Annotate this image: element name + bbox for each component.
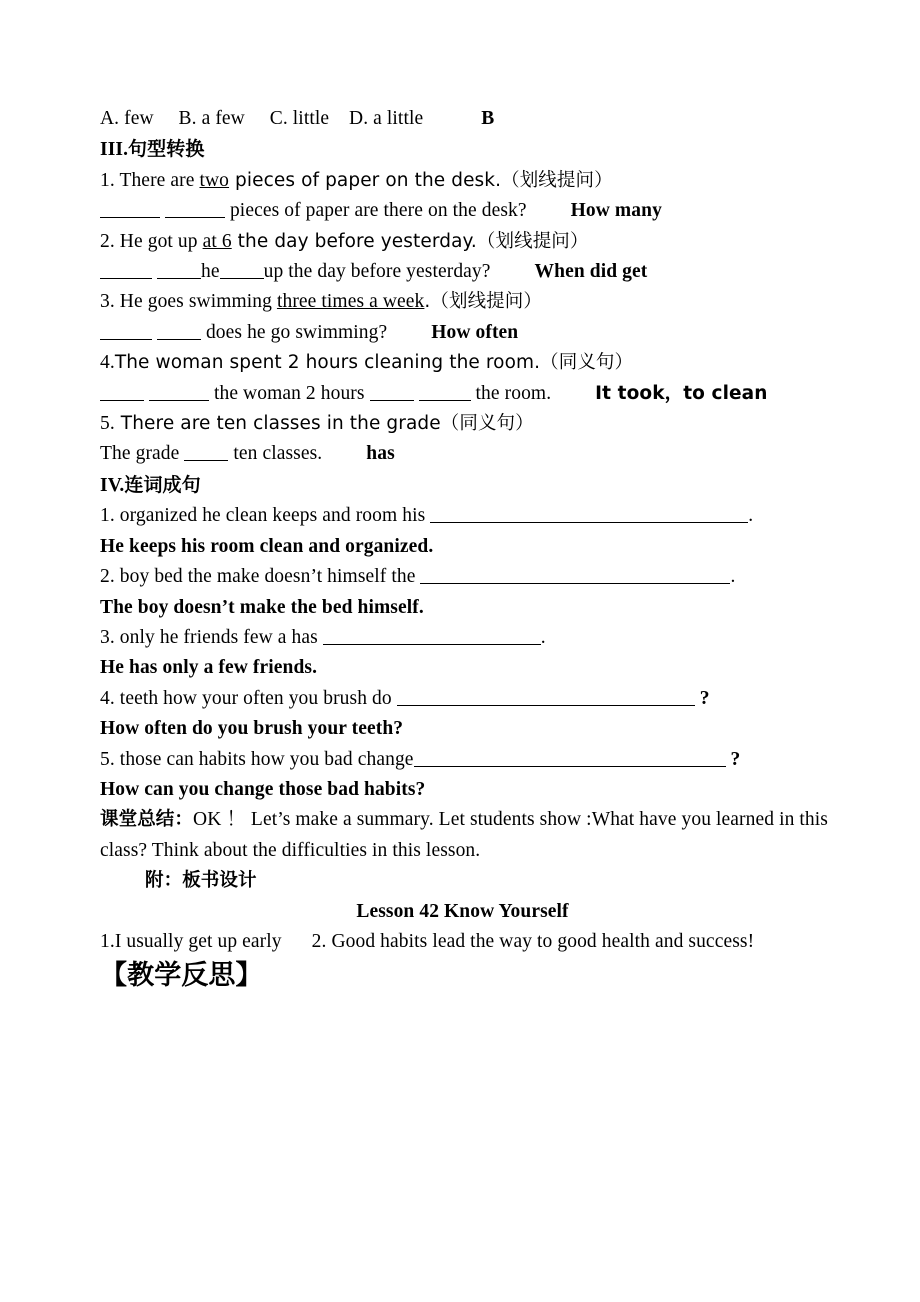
s4-item5-answer: How can you change those bad habits?	[100, 778, 426, 800]
blackboard-points	[100, 927, 830, 957]
answer-write-line[interactable]	[420, 565, 730, 585]
s4-item2-answer: The boy doesn’t make the bed himself.	[100, 596, 424, 618]
s3-item2-answer-line	[100, 257, 830, 287]
s4-item4-scrambled: teeth how your often you brush do	[114, 687, 397, 709]
s4-item3-number: 3.	[100, 626, 115, 648]
s3-item5-text-a: The grade	[100, 443, 185, 465]
s4-item4-terminator: ?	[699, 687, 710, 709]
s3-item1-answer: How many	[570, 200, 662, 222]
s3-item1-after: pieces of paper on the desk.（划线提问）	[229, 169, 613, 191]
s3-item5-answer: has	[366, 443, 395, 465]
s3-item1-answer-line	[100, 196, 830, 226]
mc-options-line	[100, 104, 830, 134]
s3-item5-text-b: ten classes.	[228, 443, 323, 465]
s3-item3-answer-line	[100, 318, 830, 348]
blank-field[interactable]	[100, 199, 160, 219]
s3-item4-before: The woman spent 2 hours cleaning the room.（同义句）	[114, 352, 634, 374]
mc-options-text: A. few B. a few C. little D. a little	[100, 108, 424, 129]
s4-item2-number: 2.	[100, 566, 115, 588]
s4-item4-number: 4.	[100, 687, 115, 709]
answer-write-line[interactable]	[397, 686, 695, 706]
s3-item5-number: 5.	[100, 413, 115, 435]
s3-item4-answer: It took，to clean	[595, 382, 768, 404]
s3-item3-answer: How often	[431, 321, 519, 343]
blank-field[interactable]	[165, 199, 225, 219]
s3-item2-after: the day before yesterday.（划线提问）	[231, 230, 589, 252]
s4-item2-prompt	[100, 562, 830, 592]
blank-field[interactable]	[149, 381, 209, 401]
s3-item4-answer-line	[100, 379, 830, 409]
s4-item5-number: 5.	[100, 748, 115, 770]
answer-write-line[interactable]	[430, 504, 748, 524]
attachment-title: 附：板书设计	[145, 870, 257, 892]
s3-item3-keyword: three times a week	[276, 291, 425, 313]
s3-item4-text-b: the room.	[470, 382, 552, 404]
section-3-heading	[100, 134, 830, 165]
s3-item3-after: .（划线提问）	[424, 291, 542, 313]
s4-item5-terminator: ?	[730, 748, 741, 770]
blackboard-point-2: 2. Good habits lead the way to good health and success!	[311, 930, 755, 952]
s3-item2-prompt	[100, 227, 830, 257]
s4-item2-terminator: .	[730, 566, 736, 588]
section-4-title: 连词成句	[124, 473, 201, 496]
class-summary-label: 课堂总结：	[100, 809, 194, 831]
blank-field[interactable]	[100, 260, 152, 280]
s3-item5-answer-line	[100, 439, 830, 469]
section-4-number: IV.	[100, 474, 125, 496]
section-3-title: 句型转换	[128, 138, 205, 161]
s4-item3-answer: He has only a few friends.	[100, 657, 318, 679]
s3-item2-before: He got up	[114, 230, 203, 252]
s4-item1-answer: He keeps his room clean and organized.	[100, 535, 434, 557]
s4-item3-prompt	[100, 623, 830, 653]
section-4-heading	[100, 470, 830, 501]
s4-item5-prompt	[100, 745, 830, 775]
class-summary-text: OK ！ Let’s make a summary. Let students show :What have you learned in this class? Think about the difficulties in this lesson.	[100, 809, 828, 861]
blank-field[interactable]	[220, 260, 264, 280]
mc-answer: B	[481, 108, 495, 129]
blackboard-title: Lesson 42 Know Yourself	[356, 900, 569, 922]
s3-item2-keyword: at 6	[202, 230, 232, 252]
s3-item3-number: 3.	[100, 291, 115, 313]
s3-item3-before: He goes swimming	[114, 291, 277, 313]
s3-item2-answer: When did get	[534, 261, 648, 283]
s3-item2-mid: he	[200, 261, 220, 283]
s3-item3-prompt	[100, 287, 830, 317]
s4-item3-scrambled: only he friends few a has	[114, 626, 323, 648]
s4-item5-scrambled: those can habits how you bad change	[114, 748, 414, 770]
s3-item3-answer-text: does he go swimming?	[200, 321, 388, 343]
s4-item4-answer: How often do you brush your teeth?	[100, 718, 404, 740]
s3-item1-keyword: two	[199, 169, 230, 191]
s4-item3-terminator: .	[540, 626, 546, 648]
s3-item1-prompt	[100, 166, 830, 196]
document-body	[100, 104, 830, 995]
blank-field[interactable]	[100, 320, 152, 340]
s3-item4-number: 4.	[100, 352, 115, 374]
s4-item1-terminator: .	[748, 505, 754, 527]
s3-item4-text-a: the woman 2 hours	[208, 382, 370, 404]
s3-item2-answer-text: up the day before yesterday?	[263, 261, 491, 283]
blank-field[interactable]	[419, 381, 471, 401]
section-3-number: III.	[100, 139, 129, 161]
s3-item1-answer-text: pieces of paper are there on the desk?	[224, 200, 527, 222]
answer-write-line[interactable]	[414, 747, 726, 767]
s3-item1-before: There are	[114, 169, 200, 191]
s3-item2-number: 2.	[100, 230, 115, 252]
blank-field[interactable]	[157, 260, 201, 280]
reflection-title: 【教学反思】	[100, 960, 263, 992]
s3-item5-prompt	[100, 409, 830, 439]
blackboard-point-1: 1.I usually get up early	[100, 930, 282, 952]
s4-item1-prompt	[100, 501, 830, 531]
blank-field[interactable]	[184, 442, 228, 462]
blank-field[interactable]	[157, 320, 201, 340]
blank-field[interactable]	[100, 381, 144, 401]
class-summary	[100, 805, 830, 866]
answer-write-line[interactable]	[323, 625, 541, 645]
s3-item4-prompt	[100, 348, 830, 378]
s3-item5-before: There are ten classes in the grade（同义句）	[114, 413, 534, 435]
s4-item4-prompt	[100, 684, 830, 714]
s4-item1-number: 1.	[100, 505, 115, 527]
s4-item1-scrambled: organized he clean keeps and room his	[114, 505, 431, 527]
blackboard-attachment-label	[100, 866, 830, 896]
blank-field[interactable]	[370, 381, 414, 401]
s3-item1-number: 1.	[100, 169, 115, 191]
s4-item2-scrambled: boy bed the make doesn’t himself the	[114, 566, 421, 588]
